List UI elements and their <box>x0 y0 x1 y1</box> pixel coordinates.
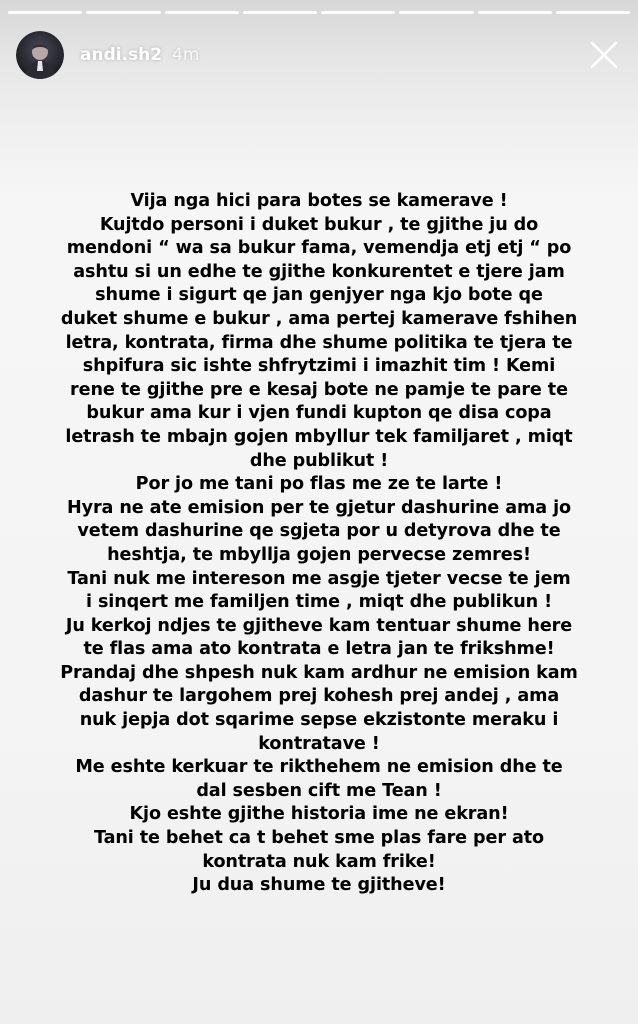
story-progress-bar <box>8 11 630 14</box>
story-line: kontratave ! <box>258 733 380 754</box>
story-line: ashtu si un edhe te gjithe konkurentet e tjere jam <box>73 261 565 282</box>
story-line: rene te gjithe pre e kesaj bote ne pamje te pare te <box>70 379 568 400</box>
progress-segment <box>556 11 630 14</box>
story-line: dashur te largohem prej kohesh prej andej , ama <box>78 686 560 707</box>
story-line: duket shume e bukur , ama pertej kamerave fshihen <box>60 308 578 329</box>
story-line: i sinqert me familjen time , miqt dhe publikun ! <box>85 592 553 613</box>
story-line: Kjo eshte gjithe historia ime ne ekran! <box>129 804 509 825</box>
close-icon <box>589 40 619 70</box>
story-line: bukur ama kur i vjen fundi kupton qe disa copa <box>86 403 552 424</box>
progress-segment <box>8 11 82 14</box>
story-line: Tani nuk me intereson me asgje tjeter vecse te jem <box>67 568 571 589</box>
progress-segment <box>165 11 239 14</box>
story-line: shume i sigurt qe jan genjyer nga kjo bote qe <box>95 285 543 306</box>
story-line: vetem dashurine qe sgjeta por u detyrova dhe te <box>77 521 561 542</box>
story-line: kontrata nuk kam frike! <box>202 851 436 872</box>
story-line: Hyra ne ate emision per te gjetur dashurine ama jo <box>66 497 572 518</box>
progress-segment <box>399 11 473 14</box>
story-line: letra, kontrata, firma dhe shume politika te tjera te <box>65 332 573 353</box>
story-line: Tani te behet ca t behet sme plas fare per ato <box>93 828 545 849</box>
story-line: heshtja, te mbyllja gojen pervecse zemres! <box>107 544 531 565</box>
story-line: Ju kerkoj ndjes te gjitheve kam tentuar shume here <box>65 615 573 636</box>
avatar[interactable] <box>16 31 64 79</box>
story-line: nuk jepja dot sqarime sepse ekzistonte meraku i <box>79 710 559 731</box>
progress-segment <box>86 11 160 14</box>
story-line: Prandaj dhe shpesh nuk kam ardhur ne emision kam <box>60 662 578 683</box>
story-line: mendoni “ wa sa bukur fama, vemendja etj etj “ po <box>66 238 572 259</box>
story-line: dal sesben cift me Tean ! <box>196 780 442 801</box>
story-line: Vija nga hici para botes se kamerave ! <box>130 191 508 211</box>
story-line: shpifura sic ishte shfrytzimi i imazhit tim ! Kemi <box>82 356 556 377</box>
username[interactable]: andi.sh2 <box>80 45 163 65</box>
story-timestamp: 4m <box>172 45 200 65</box>
story-header <box>16 30 626 80</box>
story-line: dhe publikut ! <box>249 450 389 471</box>
progress-segment <box>321 11 395 14</box>
close-button[interactable] <box>582 33 626 77</box>
progress-segment <box>243 11 317 14</box>
story-text <box>18 190 620 898</box>
progress-segment <box>478 11 552 14</box>
story-line: te flas ama ato kontrata e letra jan te frikshme! <box>83 639 555 660</box>
avatar-image <box>16 31 64 79</box>
story-line: Por jo me tani po flas me ze te larte ! <box>135 474 503 495</box>
story-line: Kujtdo personi i duket bukur , te gjithe ju do <box>99 214 539 235</box>
story-line: Me eshte kerkuar te rikthehem ne emision dhe te <box>75 757 563 778</box>
story-line: letrash te mbajn gojen mbyllur tek familjaret , miqt <box>65 426 573 447</box>
story-line: Ju dua shume te gjitheve! <box>192 875 446 896</box>
